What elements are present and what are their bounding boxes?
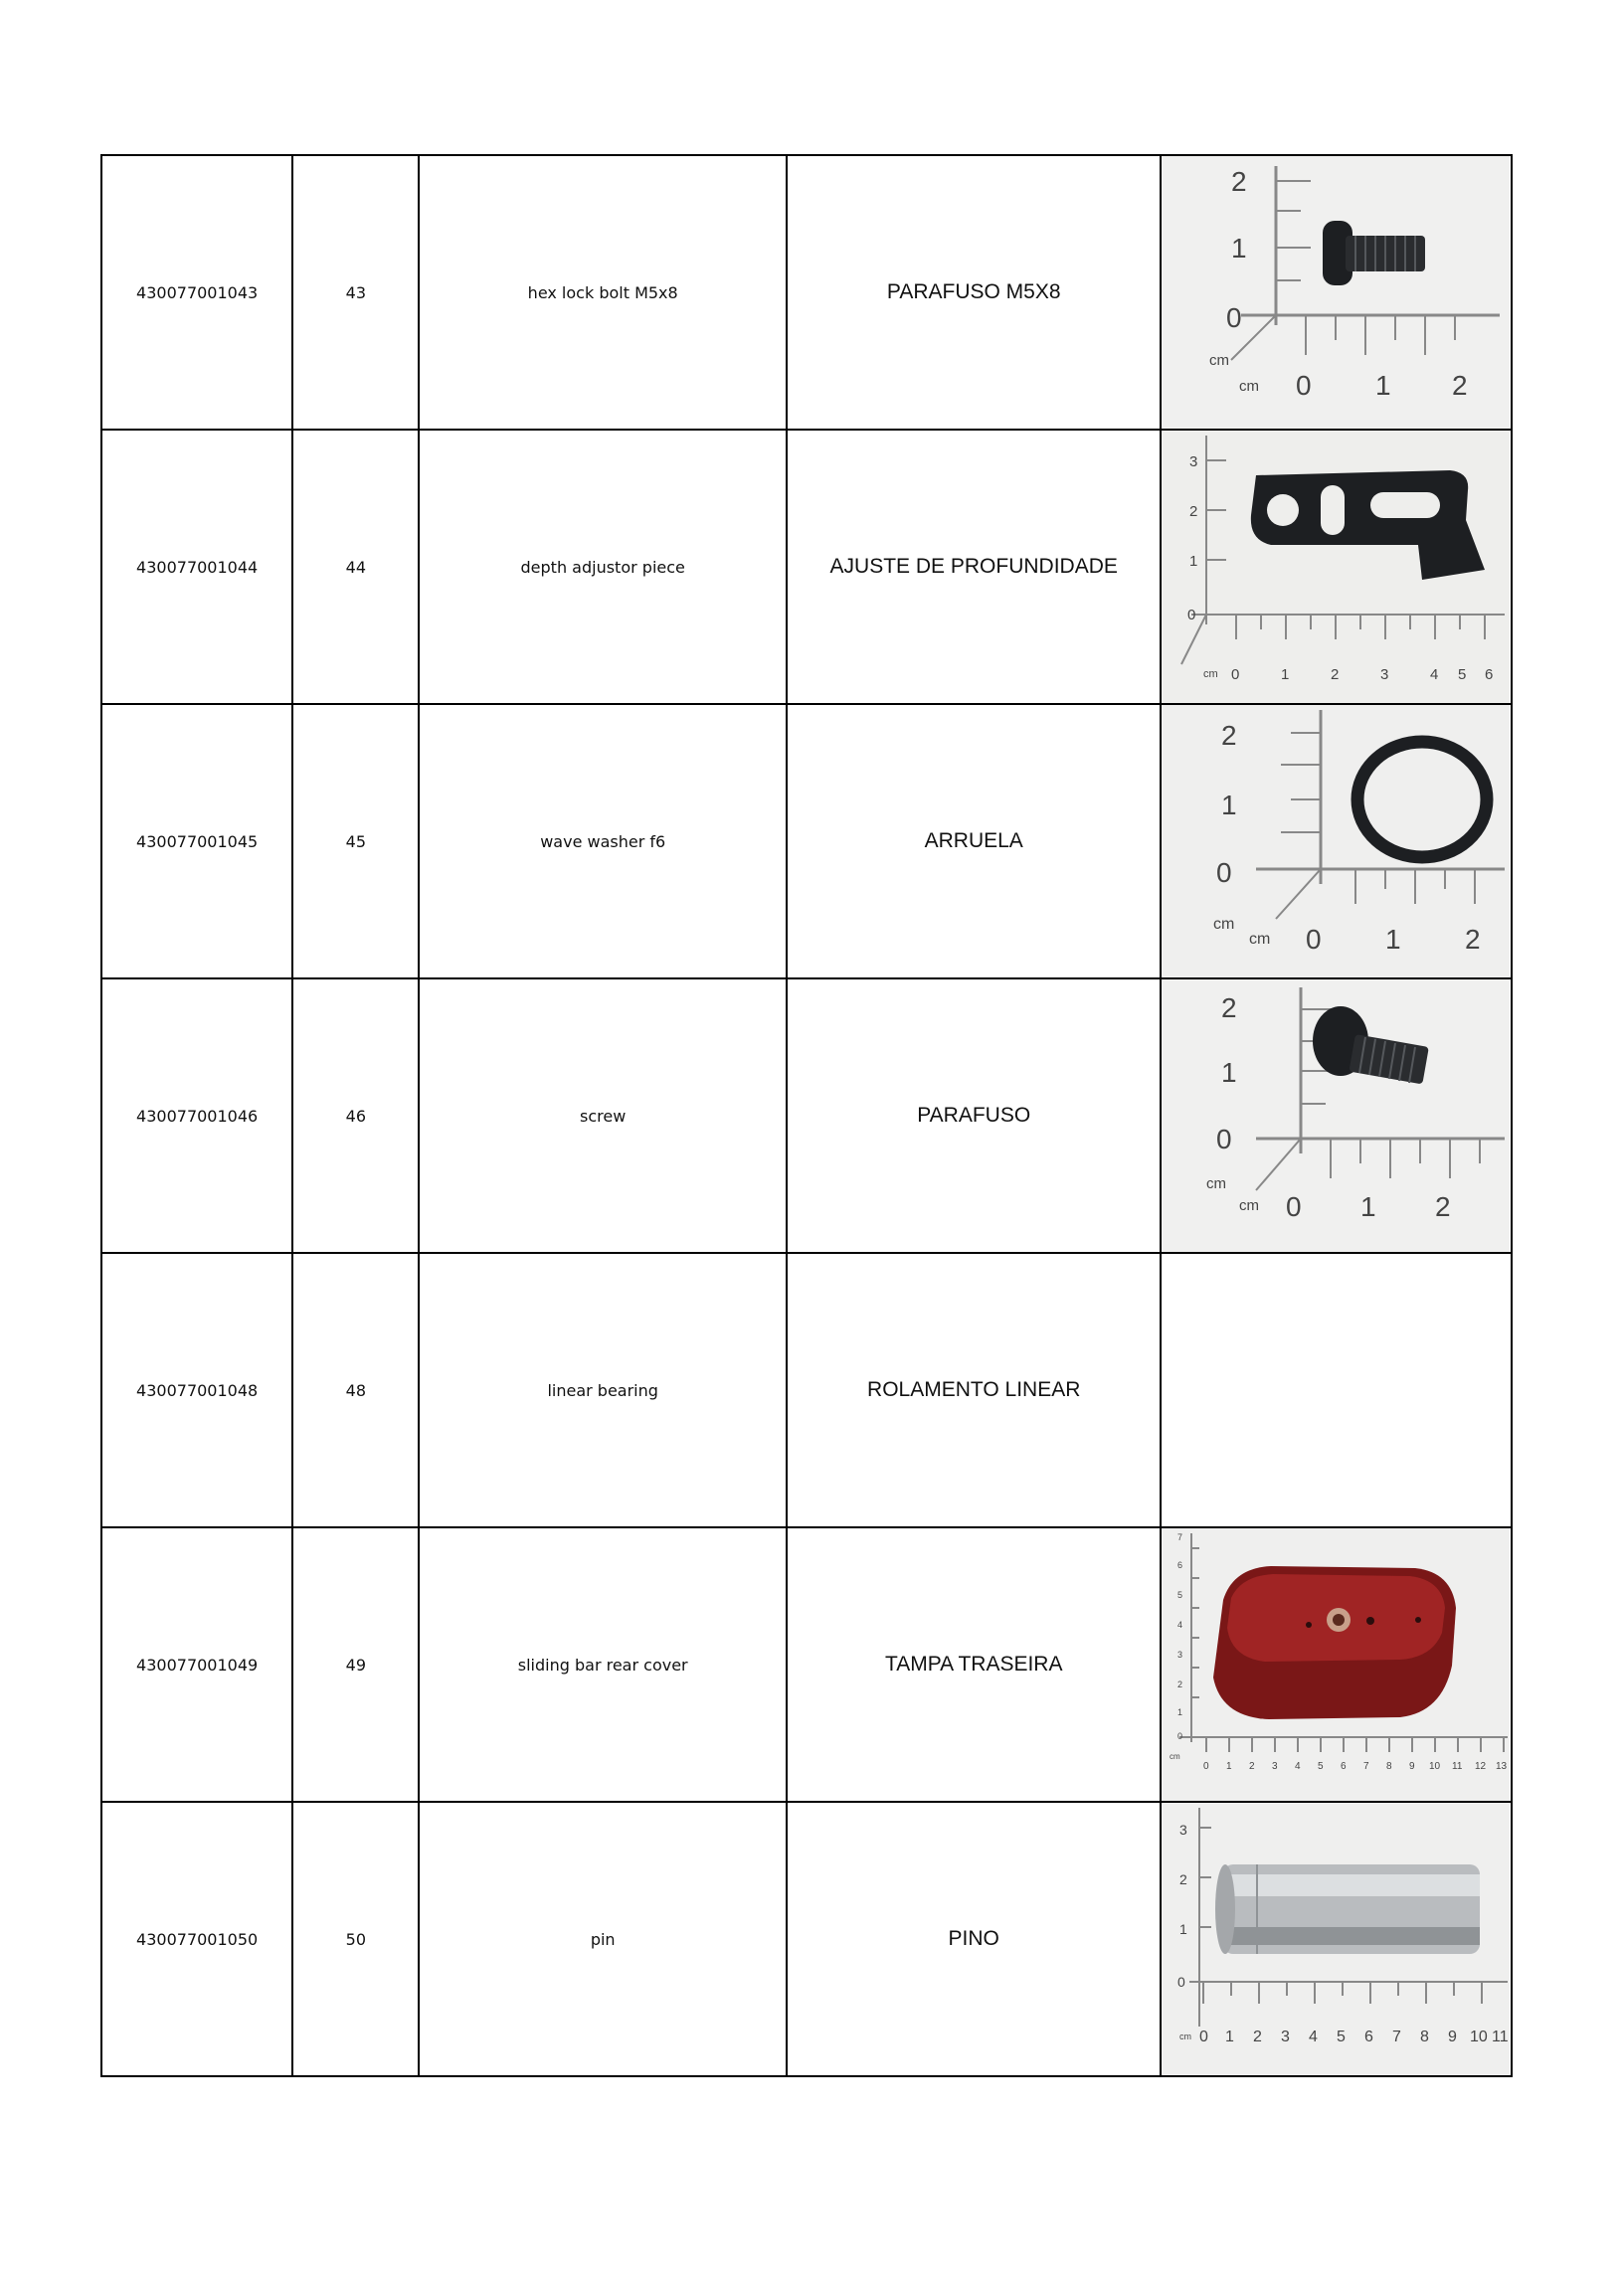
ruler-x-label: 8: [1386, 1761, 1393, 1772]
item-number: 44: [292, 430, 419, 704]
table-row: [101, 704, 1512, 978]
washer-photo: [1162, 705, 1510, 977]
ruler-y-label: 1: [1221, 790, 1238, 820]
ruler-x-label: 4: [1295, 1761, 1302, 1772]
part-code: 430077001050: [101, 1802, 292, 2076]
ruler-x-label: 5: [1458, 666, 1467, 683]
ruler-x-label: 4: [1430, 666, 1439, 683]
item-number: 43: [292, 155, 419, 430]
ruler-y-label: 2: [1231, 166, 1248, 197]
ruler-y-label: 3: [1189, 453, 1198, 470]
part-code: 430077001043: [101, 155, 292, 430]
ruler-x-label: 2: [1253, 2029, 1263, 2045]
part-photo-cell: [1161, 1802, 1512, 2076]
item-number: 49: [292, 1527, 419, 1802]
ruler-x-label: 13: [1496, 1761, 1508, 1772]
ruler-y-label: 0: [1177, 1731, 1183, 1741]
ruler-y-label: 1: [1221, 1057, 1238, 1088]
ruler-y-label: 2: [1179, 1871, 1188, 1887]
ruler-y-label: 3: [1177, 1650, 1183, 1660]
ruler-unit: cm: [1170, 1752, 1181, 1761]
item-number: 46: [292, 978, 419, 1253]
ruler-y-label: 1: [1231, 233, 1248, 264]
ruler-x-label: 3: [1281, 2029, 1291, 2045]
part-code: 430077001046: [101, 978, 292, 1253]
ruler-unit: cm: [1209, 352, 1230, 369]
ruler-y-label: 4: [1177, 1620, 1183, 1630]
ruler-unit: cm: [1179, 2031, 1192, 2041]
ruler-x-label: 1: [1225, 2029, 1235, 2045]
description-en: depth adjustor piece: [419, 430, 787, 704]
ruler-x-label: 0: [1231, 666, 1240, 683]
ruler-y-label: 7: [1177, 1532, 1183, 1542]
part-code: 430077001049: [101, 1527, 292, 1802]
pin-part: [1215, 1864, 1480, 1954]
ruler-x-label: 3: [1272, 1761, 1279, 1772]
description-en: wave washer f6: [419, 704, 787, 978]
part-photo-cell: [1161, 1527, 1512, 1802]
description-en: hex lock bolt M5x8: [419, 155, 787, 430]
ruler-x-label: 1: [1385, 924, 1402, 955]
ruler-x-label: 7: [1363, 1761, 1370, 1772]
ruler-y-label: 6: [1177, 1560, 1183, 1570]
ruler-x-label: 2: [1465, 924, 1482, 955]
part-code: 430077001048: [101, 1253, 292, 1527]
ruler-y-label: 1: [1189, 553, 1198, 570]
ruler-y-label: 0: [1177, 1974, 1186, 1990]
description-en: pin: [419, 1802, 787, 2076]
description-pt: TAMPA TRASEIRA: [787, 1527, 1162, 1802]
ruler-unit: cm: [1249, 931, 1271, 948]
cover-photo: [1162, 1528, 1510, 1801]
ruler-x-label: 10: [1429, 1761, 1441, 1772]
ruler-x-label: 1: [1375, 370, 1392, 401]
ruler-unit: cm: [1239, 1197, 1260, 1214]
ruler-y-label: 2: [1189, 503, 1198, 520]
ruler-y-label: 0: [1226, 302, 1243, 333]
item-number: 48: [292, 1253, 419, 1527]
ruler-x-label: 0: [1203, 1761, 1210, 1772]
ruler-x-label: 5: [1318, 1761, 1325, 1772]
ruler-unit: cm: [1213, 916, 1235, 933]
ruler-x-label: 12: [1475, 1761, 1487, 1772]
ruler-x-label: 1: [1281, 666, 1290, 683]
part-photo-cell: [1161, 704, 1512, 978]
parts-table: [100, 154, 1513, 2077]
ruler-x-label: 9: [1409, 1761, 1416, 1772]
description-pt: PINO: [787, 1802, 1162, 2076]
ruler-y-label: 2: [1177, 1679, 1183, 1689]
part-photo-cell: [1161, 430, 1512, 704]
ruler-x-label: 0: [1286, 1191, 1303, 1222]
screw-photo: [1162, 979, 1510, 1252]
ruler-y-label: 5: [1177, 1590, 1183, 1600]
description-en: linear bearing: [419, 1253, 787, 1527]
ruler-x-label: 0: [1296, 370, 1313, 401]
ruler-x-label: 3: [1380, 666, 1389, 683]
ruler-unit: cm: [1239, 378, 1260, 395]
ruler-x-label: 2: [1331, 666, 1340, 683]
ruler-x-label: 6: [1485, 666, 1494, 683]
bolt-photo: [1162, 156, 1510, 429]
ruler-y-label: 2: [1221, 720, 1238, 751]
ruler-y-label: 0: [1216, 857, 1233, 888]
part-code: 430077001044: [101, 430, 292, 704]
ruler-y-label: 3: [1179, 1822, 1188, 1838]
ruler-y-label: 0: [1216, 1124, 1233, 1154]
pin-photo: [1162, 1803, 1510, 2075]
table-row: [101, 1802, 1512, 2076]
description-pt: PARAFUSO: [787, 978, 1162, 1253]
ruler-x-label: 11: [1492, 2029, 1510, 2045]
ruler-x-label: 6: [1341, 1761, 1348, 1772]
item-number: 50: [292, 1802, 419, 2076]
table-row: [101, 1527, 1512, 1802]
description-pt: ROLAMENTO LINEAR: [787, 1253, 1162, 1527]
description-en: sliding bar rear cover: [419, 1527, 787, 1802]
ruler-x-label: 5: [1337, 2029, 1347, 2045]
ruler-y-label: 1: [1179, 1921, 1188, 1937]
ruler-x-label: 2: [1249, 1761, 1256, 1772]
ruler-x-label: 10: [1470, 2029, 1489, 2045]
ruler-y-label: 1: [1177, 1707, 1183, 1717]
description-pt: ARRUELA: [787, 704, 1162, 978]
item-number: 45: [292, 704, 419, 978]
table-row: [101, 1253, 1512, 1527]
ruler-x-label: 6: [1364, 2029, 1374, 2045]
ruler-x-label: 7: [1392, 2029, 1402, 2045]
part-photo-cell: [1161, 155, 1512, 430]
cover-part: [1213, 1566, 1456, 1719]
table-row: [101, 430, 1512, 704]
ruler-x-label: 0: [1199, 2029, 1209, 2045]
ruler-x-label: 1: [1226, 1761, 1233, 1772]
part-photo-cell-empty: [1161, 1253, 1512, 1527]
description-pt: AJUSTE DE PROFUNDIDADE: [787, 430, 1162, 704]
ruler-x-label: 2: [1435, 1191, 1452, 1222]
ruler-unit: cm: [1203, 668, 1219, 680]
part-photo-cell: [1161, 978, 1512, 1253]
ruler-x-label: 9: [1448, 2029, 1458, 2045]
ruler-x-label: 0: [1306, 924, 1323, 955]
ruler-x-label: 11: [1452, 1761, 1463, 1772]
table-row: [101, 155, 1512, 430]
table-row: [101, 978, 1512, 1253]
description-pt: PARAFUSO M5X8: [787, 155, 1162, 430]
ruler-x-label: 8: [1420, 2029, 1430, 2045]
description-en: screw: [419, 978, 787, 1253]
part-code: 430077001045: [101, 704, 292, 978]
ruler-unit: cm: [1206, 1175, 1227, 1192]
bracket-photo: [1162, 431, 1510, 703]
ruler-y-label: 0: [1187, 607, 1196, 623]
ruler-x-label: 2: [1452, 370, 1469, 401]
ruler-x-label: 1: [1360, 1191, 1377, 1222]
ruler-y-label: 2: [1221, 992, 1238, 1023]
ruler-x-label: 4: [1309, 2029, 1319, 2045]
